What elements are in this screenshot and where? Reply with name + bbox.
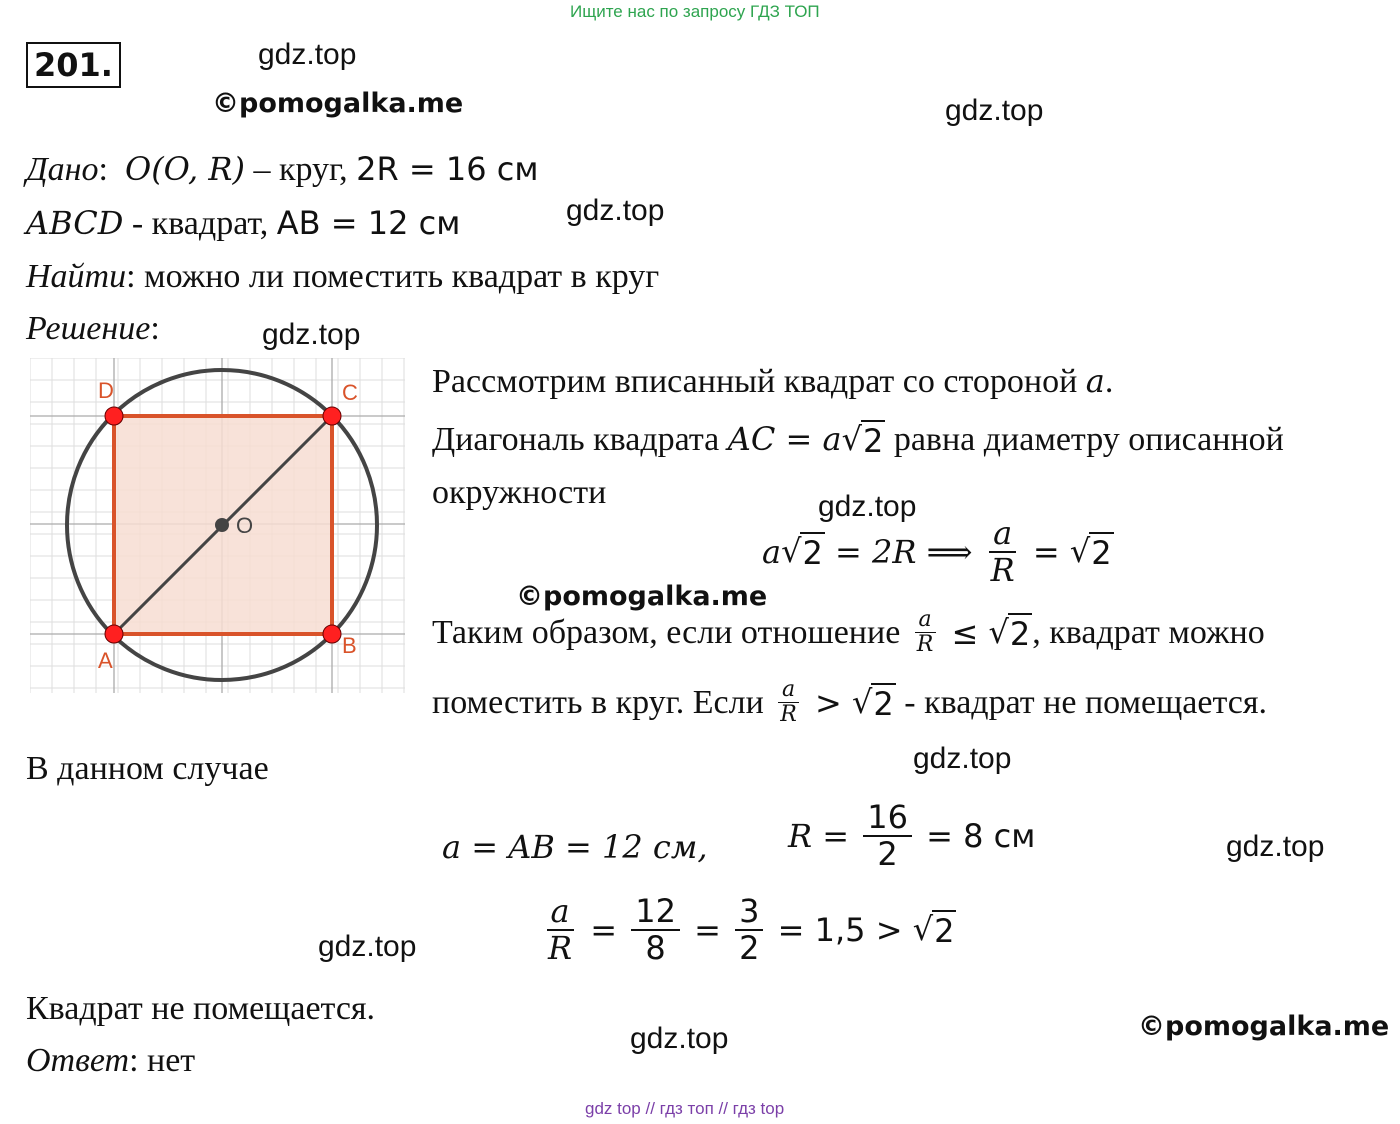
denominator: R [548, 929, 573, 968]
solution-heading: Решение: [26, 310, 160, 347]
solution-text: Таким образом, если отношение [432, 613, 909, 651]
solution-label: Решение [26, 310, 151, 347]
equation-a-value: a = AB = 12 см, [442, 828, 708, 866]
solution-line-5 [432, 678, 1267, 727]
geometry-figure [30, 358, 405, 693]
fraction-a-over-r [544, 894, 576, 966]
given-circle: O(O, R) [124, 150, 245, 188]
solution-line-3: окружности [432, 474, 607, 511]
label-c: C [342, 380, 358, 405]
sqrt-sign: √ [1069, 532, 1091, 571]
sqrt-arg: 2 [1091, 534, 1112, 573]
sqrt-arg: 2 [873, 684, 894, 723]
var-a: a [1085, 362, 1105, 400]
fraction-a-over-r [987, 516, 1019, 588]
given-square-text: - квадрат, [123, 205, 277, 242]
numerator: a [547, 894, 574, 931]
sqrt-2 [842, 420, 886, 460]
watermark-gdz: gdz.top [258, 38, 357, 71]
find-text: : можно ли поместить квадрат в круг [126, 258, 660, 295]
point-b [323, 625, 341, 643]
sqrt-arg: 2 [1009, 614, 1031, 653]
point-c [323, 407, 341, 425]
fraction-a-over-r [776, 678, 801, 727]
watermark-gdz: gdz.top [913, 742, 1012, 775]
given-line-2 [26, 204, 460, 243]
header-note: Ищите нас по запросу ГДЗ ТОП [570, 2, 820, 21]
find-line [26, 258, 659, 296]
sqrt-2 [989, 613, 1033, 653]
sqrt-arg: 2 [862, 422, 884, 460]
conclusion: Квадрат не помещается. [26, 990, 376, 1027]
denominator: 2 [877, 835, 898, 874]
sqrt-sign: √ [852, 682, 873, 721]
answer-label: Ответ [26, 1042, 130, 1079]
fraction-12-over-8 [631, 894, 680, 966]
denominator: R [990, 551, 1015, 590]
watermark-gdz: gdz.top [1226, 830, 1325, 863]
numerator: 3 [735, 894, 763, 931]
gt-sign: > [804, 683, 852, 722]
denominator: R [916, 632, 934, 658]
find-label: Найти [26, 258, 127, 295]
given-diameter: 2R = 16 см [356, 150, 539, 188]
sqrt-arg: 2 [802, 534, 823, 573]
sqrt-arg: 2 [934, 912, 955, 951]
fraction-3-over-2 [735, 894, 763, 966]
sqrt-sign: √ [912, 910, 934, 949]
denominator: R [780, 702, 797, 728]
numerator: a [778, 678, 799, 703]
watermark-gdz: gdz.top [262, 318, 361, 351]
watermark-pomogalka: ©pomogalka.me [1138, 1011, 1390, 1042]
sqrt-2 [1070, 532, 1114, 572]
point-a [105, 625, 123, 643]
eq-sign: = [580, 911, 628, 950]
numerator: a [989, 516, 1016, 553]
eq-result: = 1,5 > [767, 911, 913, 950]
answer-text: : нет [129, 1042, 196, 1079]
point-o [215, 518, 229, 532]
given-circle-text: – круг, [244, 151, 357, 188]
solution-line-4 [432, 608, 1265, 657]
problem-number: 201. [26, 42, 121, 88]
label-o: O [236, 513, 254, 538]
eq-sign: = [1022, 533, 1070, 572]
solution-text: Диагональ квадрата [432, 421, 728, 458]
watermark-pomogalka: ©pomogalka.me [212, 88, 464, 119]
sqrt-2 [852, 683, 896, 723]
footer-note: gdz top // гдз топ // гдз top [585, 1099, 785, 1118]
point-d [105, 407, 123, 425]
watermark-gdz: gdz.top [566, 194, 665, 227]
eq-result: = 8 см [915, 817, 1036, 856]
equation-ratio [540, 894, 956, 966]
solution-line-2 [432, 420, 1284, 460]
label-a: A [98, 648, 113, 673]
eq-sign: = [683, 911, 732, 950]
given-square: ABCD [26, 204, 124, 242]
label-d: D [98, 378, 114, 403]
given-label: Дано [26, 151, 99, 188]
sqrt-2 [781, 532, 825, 572]
sqrt-2 [913, 910, 957, 950]
numerator: 16 [863, 800, 912, 837]
watermark-gdz: gdz.top [818, 490, 917, 523]
given-line-1: Дано: O(O, R) – круг, 2R = 16 см [26, 150, 539, 188]
numerator: 12 [631, 894, 680, 931]
watermark-gdz: gdz.top [318, 930, 417, 963]
solution-text: поместить в круг. Если [432, 683, 773, 721]
fraction-16-over-2 [863, 800, 912, 872]
answer-line [26, 1042, 195, 1080]
solution-text: , квадрат можно [1032, 613, 1265, 651]
sqrt-sign: √ [781, 532, 802, 571]
eq-r: R = [788, 817, 860, 856]
watermark-gdz: gdz.top [630, 1022, 729, 1055]
case-line: В данном случае [26, 750, 269, 787]
equation-1 [762, 516, 1114, 588]
sqrt-sign: √ [841, 420, 862, 458]
le-sign: ≤ [941, 613, 989, 652]
eq-var-a: a [762, 533, 782, 572]
denominator: 8 [645, 929, 666, 968]
fraction-a-over-r [913, 608, 938, 657]
equation-r-value [788, 800, 1035, 872]
label-b: B [342, 633, 357, 658]
sqrt-sign: √ [988, 612, 1009, 651]
solution-text: - квадрат не помещается. [895, 683, 1267, 721]
numerator: a [915, 608, 936, 633]
diag-eq: AC = a [727, 420, 842, 458]
solution-line-1: Рассмотрим вписанный квадрат со стороной a. [432, 362, 1114, 400]
denominator: 2 [739, 929, 760, 968]
given-side: AB = 12 см [276, 204, 461, 242]
eq-mid: = 2R ⟹ [824, 533, 983, 572]
watermark-gdz: gdz.top [945, 94, 1044, 127]
solution-text: равна диаметру описанной [885, 421, 1284, 458]
solution-text: Рассмотрим вписанный квадрат со стороной [432, 363, 1086, 400]
watermark-pomogalka: ©pomogalka.me [516, 581, 768, 612]
